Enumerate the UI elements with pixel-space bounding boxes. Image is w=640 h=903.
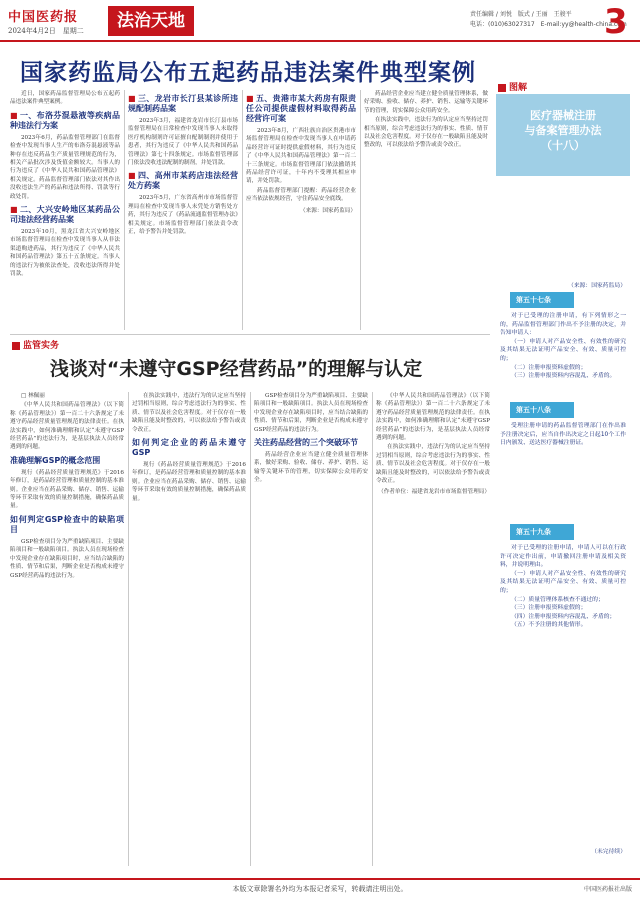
article-tag-57: 第五十七条 bbox=[510, 292, 574, 308]
article2-col3 bbox=[254, 392, 368, 866]
case1-heading: ■ 一、布洛芬混悬液等疾病品种违法行为案 bbox=[10, 110, 120, 130]
sidebar-continued: （未完待续） bbox=[591, 849, 626, 855]
article1-intro: 近日，国家药品监督管理局公布五起药品违法案件典型案例。 bbox=[10, 91, 120, 106]
sidebar-source: （来源：国家药监局） bbox=[568, 283, 626, 289]
article1-note-2: 在执法实践中，违法行为的认定应当坚持过罚相当原则，综合考虑违法行为的事实、性质、情节以及社会危害程度。对于仅存在一般缺陷且能及时整改的，可以依法给予警告或责令改正。 bbox=[364, 117, 488, 149]
masthead bbox=[0, 0, 640, 42]
article1-source: （来源：国家药监局） bbox=[300, 207, 356, 214]
column-divider bbox=[124, 90, 125, 330]
page-number: 3 bbox=[604, 2, 628, 42]
practice-column-tag: 监管实务 bbox=[12, 338, 59, 351]
banner-line-2: 与备案管理办法 bbox=[524, 124, 602, 137]
illustration-column-tag: 图解 bbox=[498, 80, 527, 93]
square-bullet-icon: ■ bbox=[128, 94, 136, 103]
editor-line-1: 责任编辑 / 刘悦 版式 / 王丽 王骏平 bbox=[470, 11, 572, 18]
footer-publisher: 中国医药报社出版 bbox=[583, 886, 632, 893]
case1-body: 2023年6月，药品监督管理部门在监督检查中发现当事人生产的布洛芬混悬液等品种存在违反药品生产质量管理规范的行为，相关产品批次涉及货值金额较大。当事人的行为违反了《中华人民共和国药品管理法》相关规定。药品监督管理部门依法对其作出没收违法生产的药品和违法所得、罚款等行政处罚。 bbox=[10, 134, 120, 200]
article2-para8: 《中华人民共和国药品管理法》（以下简称《药品管理法》）第一百二十六条规定了未遵守药品经营质量管理规范的法律责任。在执法实践中，如何准确理解和认定“未遵守GSP经营药品”的违法行为，是基层执法人员经常遇到的问题。 bbox=[376, 393, 490, 442]
case3-heading: ■ 三、龙岩市长汀县某诊所违规配制药品案 bbox=[128, 94, 238, 113]
article-text-59: 对于已受理的注册申请，申请人可以在行政许可决定作出前，申请撤回注册申请及相关资料，并说明理由。 （一）申请人对产品安全性、有效性的研究及其结果无法证明产品安全、有效、质量可控的； （二）质量管理体系核查不通过的； （三）注册申报资料虚假的； （四）注册申报资料内容混乱、矛盾的； （五）不予注册的其他情形。 bbox=[500, 545, 626, 629]
section-title: 法治天地 bbox=[108, 6, 194, 36]
column-divider bbox=[360, 90, 361, 330]
article-text-58: 受理注册申请的药品监督管理部门在作出准予注册决定后，应当自作出决定之日起10个工作日内颁发、送达医疗器械注册证。 bbox=[500, 423, 626, 447]
footer-rule bbox=[0, 878, 640, 880]
article1-col4 bbox=[364, 90, 488, 330]
article1-note: 药品经营企业应当建立健全质量管理体系，做好采购、验收、储存、养护、销售、运输等关键环节的管理，切实保障公众用药安全。 bbox=[364, 91, 488, 114]
article2-para4: 在执法实践中，违法行为的认定应当坚持过罚相当原则，综合考虑违法行为的事实、性质、情节以及社会危害程度。对于仅存在一般缺陷且能及时整改的，可以依法给予警告或责令改正。 bbox=[132, 393, 246, 433]
case4-body: 2023年5月，广东省高州市市场监督管理局在检查中发现当事人未凭处方销售处方药，其行为违反了《药品流通监督管理办法》相关规定。市场监督管理部门依法责令改正，给予警告并处罚款。 bbox=[128, 195, 238, 236]
publication-date: 2024年4月2日 星期二 bbox=[8, 27, 84, 35]
footer-note: 本版文章除署名外均为本报记者采写，转载请注明出处。 bbox=[232, 885, 408, 893]
article2-para7: 药品经营企业应当建立健全质量管理体系，做好采购、验收、储存、养护、销售、运输等关键环节的管理，切实保障公众用药安全。 bbox=[254, 452, 368, 484]
article2-heading2: 如何判定GSP检查中的缺陷项目 bbox=[10, 514, 124, 534]
article2-col2 bbox=[132, 392, 246, 866]
sidebar-banner bbox=[496, 94, 630, 176]
section-divider bbox=[10, 334, 490, 335]
article1-col2 bbox=[128, 90, 238, 330]
banner-line-3: （十八） bbox=[541, 139, 585, 152]
article2-heading1: 准确理解GSP的概念范围 bbox=[10, 455, 101, 465]
column-divider bbox=[242, 90, 243, 330]
square-bullet-icon: ■ bbox=[246, 94, 254, 103]
article1-col3 bbox=[246, 90, 356, 330]
square-bullet-icon: ■ bbox=[10, 110, 18, 120]
case5-note: 药品监督管理部门提醒：药品经营企业应当依法依规经营，守住药品安全底线。 bbox=[246, 187, 356, 203]
banner-line-1: 医疗器械注册 bbox=[530, 109, 596, 122]
case4-heading: ■ 四、高州市某药店违法经营处方药案 bbox=[128, 171, 238, 191]
case3-body: 2023年3月，福建省龙岩市长汀县市场监督管理局在日常检查中发现当事人未取得医疗机构制剂许可证擅自配制制剂并使用于患者，其行为违反了《中华人民共和国药品管理法》第七十四条规定。市场监督管理部门依法没收违法配制的制剂，并处罚款。 bbox=[128, 118, 238, 167]
case2-body: 2023年10月，黑龙江省大兴安岭地区市场监督管理局在检查中发现当事人从非法渠道购进药品，其行为违反了《中华人民共和国药品管理法》第五十五条规定。当事人的违法行为被依法查处，没收违法所得并处罚款。 bbox=[10, 229, 120, 278]
article-text-57: 对于已受理的注册申请，有下列情形之一的，药品监督管理部门作出不予注册的决定，并告知申请人： （一）申请人对产品安全性、有效性的研究及其结果无法证明产品安全、有效、质量可控的； （二）注册申报资料虚假的； （三）注册申报资料内容混乱、矛盾的。 bbox=[500, 313, 626, 380]
article2-para6: GSP检查项目分为严重缺陷项目、主要缺陷项目和一般缺陷项目。执法人员在现场检查中发现企业存在缺陷项目时，应当结合缺陷的性质、情节和后果，判断企业是否构成未遵守GSP经营药品的违法行为。 bbox=[254, 393, 368, 433]
article2-source: （作者单位：福建省龙岩市市场监督管理局） bbox=[378, 489, 490, 496]
article1-col1 bbox=[10, 90, 120, 330]
case5-heading: ■ 五、贵港市某大药房有限责任公司提供虚假材料取得药品经营许可案 bbox=[246, 94, 356, 123]
sidebar-banner-title bbox=[496, 108, 630, 153]
article-tag-58: 第五十八条 bbox=[510, 402, 574, 418]
square-bullet-icon: ■ bbox=[128, 171, 136, 181]
article2-para3: GSP检查项目分为严重缺陷项目、主要缺陷项目和一般缺陷项目。执法人员在现场检查中发现企业存在缺陷项目时，应当结合缺陷的性质、情节和后果，判断企业是否构成未遵守GSP经营药品的违法行为。 bbox=[10, 538, 124, 579]
column-divider bbox=[128, 392, 129, 866]
square-bullet-icon: ■ bbox=[10, 205, 18, 215]
article2-para1: 《中华人民共和国药品管理法》（以下简称《药品管理法》）第一百二十六条规定了未遵守药品经营质量管理规范的法律责任。在执法实践中，如何准确理解和认定“未遵守GSP经营药品”的违法行为，是基层执法人员经常遇到的问题。 bbox=[10, 402, 124, 451]
square-icon bbox=[498, 84, 506, 92]
article2-heading3: 如何判定企业的药品未遵守GSP bbox=[132, 438, 246, 458]
article2-para9: 在执法实践中，违法行为的认定应当坚持过罚相当原则，综合考虑违法行为的事实、性质、情节以及社会危害程度。对于仅存在一般缺陷且能及时整改的，可以依法给予警告或责令改正。 bbox=[376, 444, 490, 485]
column-divider bbox=[372, 392, 373, 866]
regulation-sidebar bbox=[496, 94, 630, 866]
article2-para5: 现行《药品经营质量管理规范》于2016年修订，是药品经营管理和质量控制的基本准则。企业应当在药品采购、储存、销售、运输等环节采取有效的质量控制措施，确保药品质量。 bbox=[132, 462, 246, 502]
column-divider bbox=[250, 392, 251, 866]
editor-line-2: 电话：(010)63027317 E-mail:yy@health-china.com bbox=[470, 21, 627, 28]
newspaper-logo: 中国医药报 bbox=[8, 10, 79, 25]
article2-col4 bbox=[376, 392, 490, 866]
article2-para2: 现行《药品经营质量管理规范》于2016年修订，是药品经营管理和质量控制的基本准则。企业应当在药品采购、储存、销售、运输等环节采取有效的质量控制措施，确保药品质量。 bbox=[10, 469, 124, 510]
square-icon bbox=[12, 342, 20, 350]
article1-title: 国家药监局公布五起药品违法案件典型案例 bbox=[20, 60, 476, 86]
article2-title: 浅谈对“未遵守GSP经营药品”的理解与认定 bbox=[49, 358, 423, 380]
article2-col1 bbox=[10, 392, 124, 866]
article2-heading4: 关注药品经营的三个突破环节 bbox=[254, 438, 358, 448]
case2-heading: ■ 二、大兴安岭地区某药品公司违法经营药品案 bbox=[10, 205, 120, 225]
article2-author: □ 林佩丽 bbox=[21, 393, 45, 399]
case5-body: 2023年8月，广西壮族自治区贵港市市场监督管理局在检查中发现当事人在申请药品经营许可证时提供虚假材料，其行为违反了《中华人民共和国药品管理法》第一百二十三条规定。市场监督管理部门依法撤销其药品经营许可证，十年内不受理其相应申请，并处罚款。 bbox=[246, 128, 356, 185]
article-tag-59: 第五十九条 bbox=[510, 524, 574, 540]
